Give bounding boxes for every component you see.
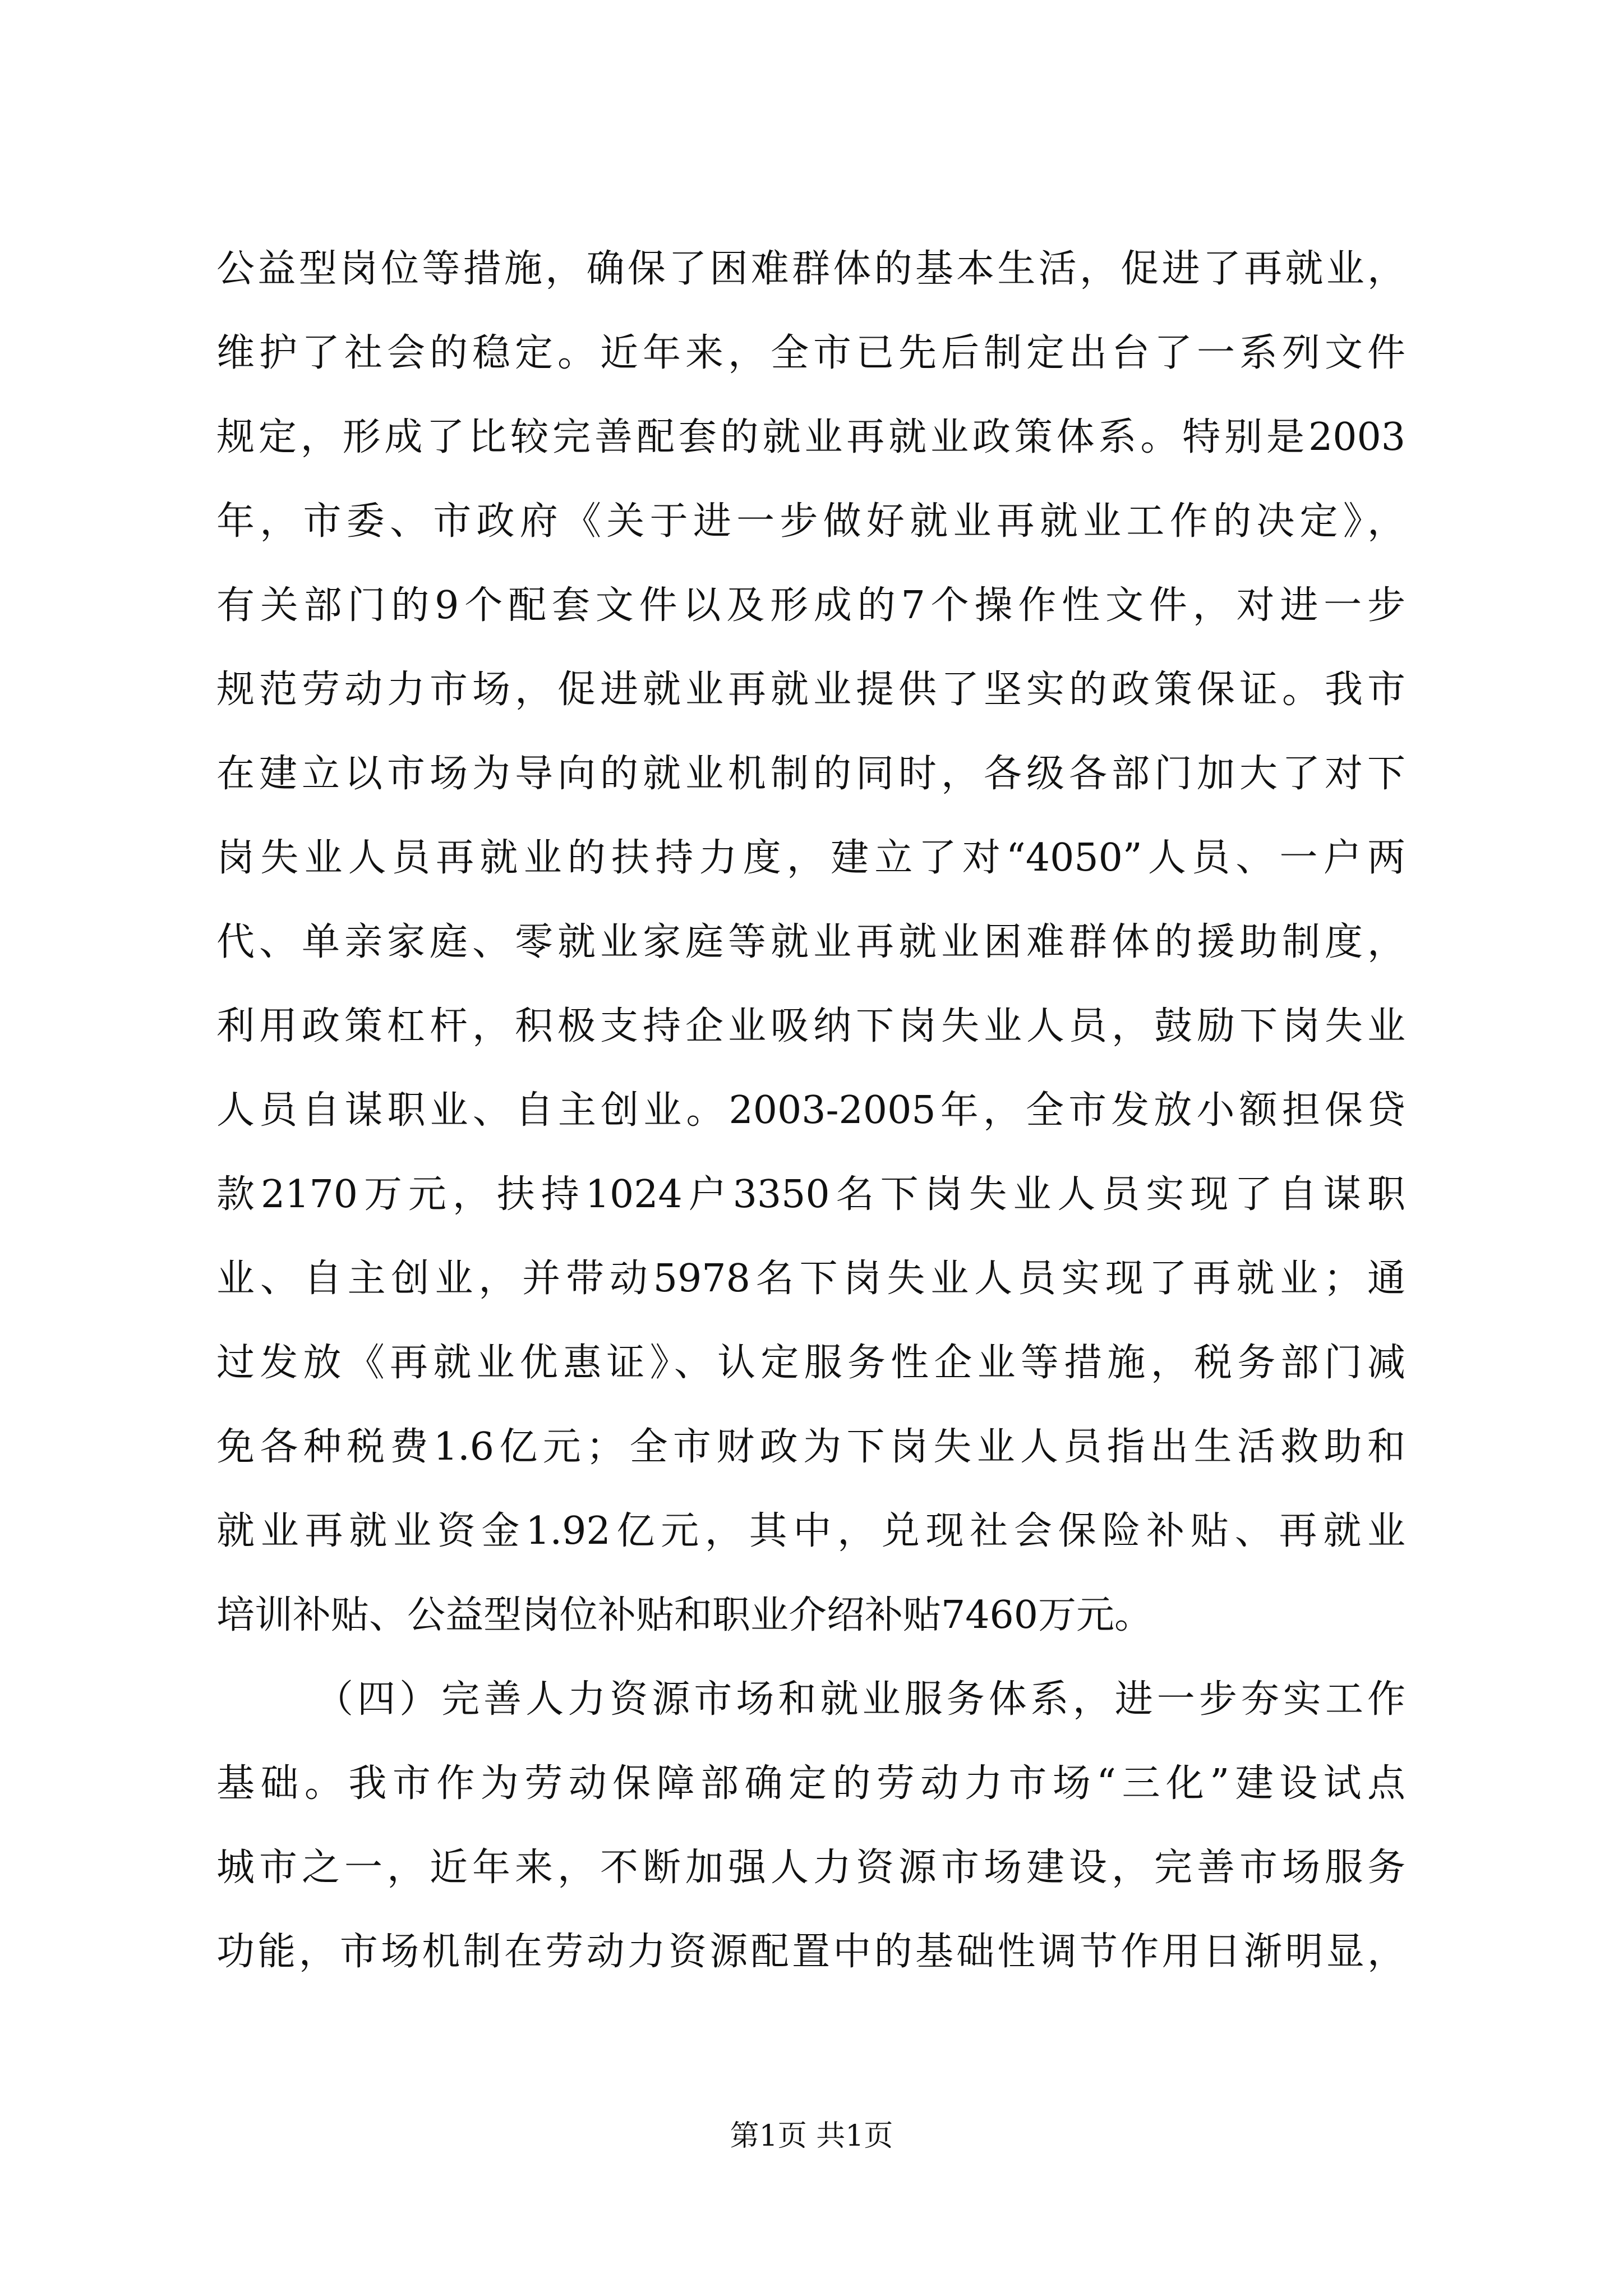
paragraph-line: 就业再就业资金1.92亿元，其中，兑现社会保险补贴、再就业 [216,1509,1405,1553]
paragraph-line: 利用政策杠杆，积极支持企业吸纳下岗失业人员，鼓励下岗失业 [216,1004,1405,1048]
paragraph-line: 年，市委、市政府《关于进一步做好就业再就业工作的决定》， [216,499,1405,544]
paragraph-line: 岗失业人员再就业的扶持力度，建立了对“4050”人员、一户两 [216,836,1405,880]
paragraph-line: 规定，形成了比较完善配套的就业再就业政策体系。特别是2003 [216,415,1405,459]
paragraph-line: 维护了社会的稳定。近年来，全市已先后制定出台了一系列文件 [216,331,1405,375]
document-body [216,227,1405,1994]
paragraph-line: 培训补贴、公益型岗位补贴和职业介绍补贴7460万元。 [216,1593,1153,1637]
paragraph-line: 过发放《再就业优惠证》、认定服务性企业等措施，税务部门减 [216,1341,1405,1385]
paragraph-line: 规范劳动力市场，促进就业再就业提供了坚实的政策保证。我市 [216,668,1405,712]
page-number-footer: 第1页 共1页 [730,2119,893,2153]
paragraph-line: 基础。我市作为劳动保障部确定的劳动力市场“三化”建设试点 [216,1761,1405,1806]
paragraph-line: 公益型岗位等措施，确保了困难群体的基本生活，促进了再就业， [216,247,1405,291]
paragraph-line: 代、单亲家庭、零就业家庭等就业再就业困难群体的援助制度， [216,920,1405,964]
paragraph-line: 免各种税费1.6亿元；全市财政为下岗失业人员指出生活救助和 [216,1425,1405,1469]
paragraph-line: 功能，市场机制在劳动力资源配置中的基础性调节作用日渐明显， [216,1930,1405,1974]
paragraph-line: 在建立以市场为导向的就业机制的同时，各级各部门加大了对下 [216,752,1405,796]
paragraph-line: 有关部门的9个配套文件以及形成的7个操作性文件，对进一步 [216,583,1405,628]
paragraph-line: 人员自谋职业、自主创业。2003-2005年，全市发放小额担保贷 [216,1088,1405,1133]
paragraph-line: 款2170万元，扶持1024户3350名下岗失业人员实现了自谋职 [216,1172,1405,1217]
paragraph-line: 业、自主创业，并带动5978名下岗失业人员实现了再就业；通 [216,1257,1405,1301]
paragraph-line: 城市之一，近年来，不断加强人力资源市场建设，完善市场服务 [216,1846,1405,1890]
section-heading-line: （四）完善人力资源市场和就业服务体系，进一步夯实工作 [315,1677,1405,1722]
